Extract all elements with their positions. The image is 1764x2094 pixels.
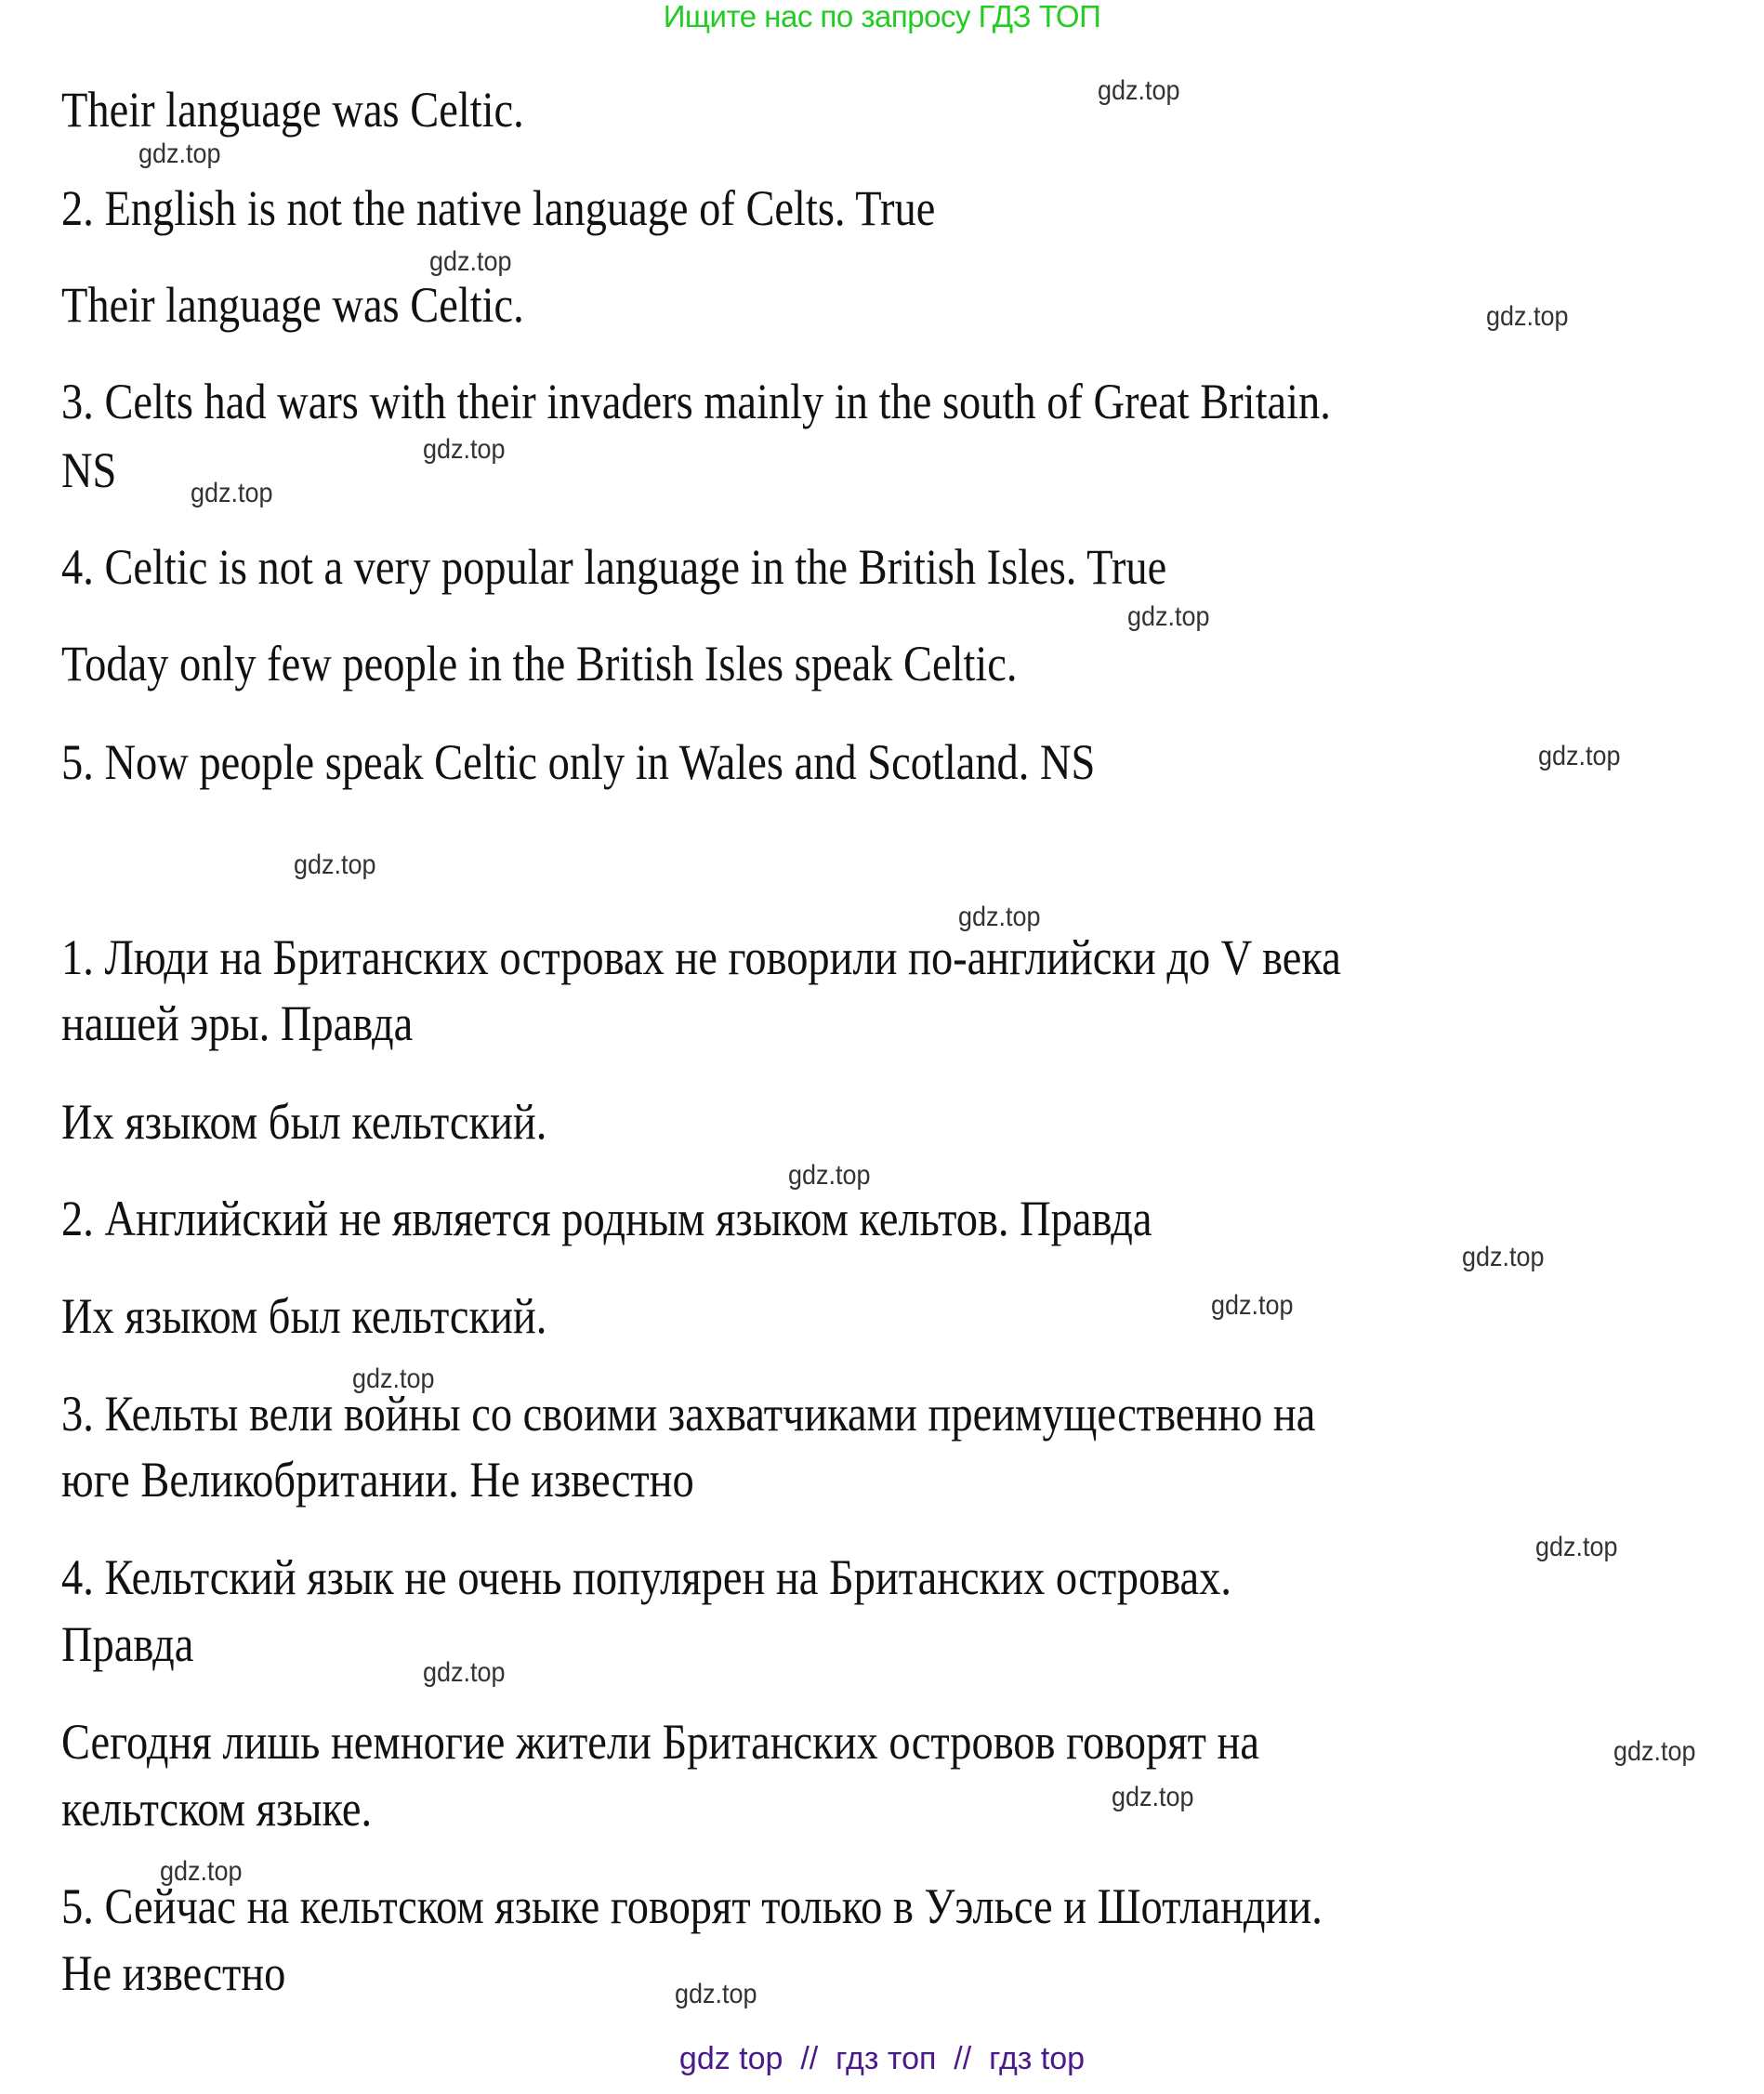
watermark: gdz.top — [191, 478, 273, 508]
watermark: gdz.top — [675, 1979, 757, 2009]
answer-line: 2. English is not the native language of Celts. True — [61, 180, 936, 236]
watermark: gdz.top — [1613, 1736, 1696, 1767]
translation-line: кельтском языке. — [61, 1781, 373, 1837]
watermark: gdz.top — [294, 849, 376, 880]
translation-line: нашей эры. Правда — [61, 995, 414, 1051]
watermark: gdz.top — [958, 902, 1041, 932]
footer-links: gdz top // гдз топ // гдз top — [678, 2041, 1086, 2076]
search-banner: Ищите нас по запросу ГДЗ ТОП — [663, 0, 1101, 33]
translation-line: 3. Кельты вели войны со своими захватчиками преимущественно на — [61, 1386, 1316, 1442]
translation-line: Их языком был кельтский. — [61, 1288, 547, 1344]
watermark: gdz.top — [1127, 601, 1210, 632]
watermark: gdz.top — [1112, 1782, 1194, 1812]
translation-line: Сегодня лишь немногие жители Британских островов говорят на — [61, 1714, 1259, 1770]
watermark: gdz.top — [352, 1363, 435, 1394]
watermark: gdz.top — [1211, 1290, 1294, 1321]
watermark: gdz.top — [423, 434, 506, 465]
translation-line: Не известно — [61, 1945, 286, 2001]
translation-line: Их языком был кельтский. — [61, 1094, 547, 1150]
watermark: gdz.top — [429, 246, 512, 277]
answer-line: 3. Celts had wars with their invaders mainly in the south of Great Britain. — [61, 374, 1331, 429]
answer-line: 5. Now people speak Celtic only in Wales and Scotland. NS — [61, 734, 1096, 790]
answer-line: 4. Celtic is not a very popular language in the British Isles. True — [61, 539, 1167, 595]
answer-line: Their language was Celtic. — [61, 277, 524, 333]
watermark: gdz.top — [788, 1160, 871, 1191]
answer-line: Their language was Celtic. — [61, 82, 524, 138]
watermark: gdz.top — [1538, 741, 1621, 771]
watermark: gdz.top — [1486, 301, 1569, 332]
translation-line: 5. Сейчас на кельтском языке говорят только в Уэльсе и Шотландии. — [61, 1878, 1323, 1934]
translation-line: 4. Кельтский язык не очень популярен на Британских островах. — [61, 1549, 1231, 1605]
watermark: gdz.top — [1462, 1242, 1545, 1272]
watermark: gdz.top — [138, 138, 221, 169]
watermark: gdz.top — [423, 1657, 506, 1688]
watermark: gdz.top — [1098, 75, 1180, 106]
watermark: gdz.top — [1535, 1532, 1618, 1562]
answer-line: NS — [61, 442, 117, 498]
watermark: gdz.top — [160, 1856, 243, 1887]
translation-line: 2. Английский не является родным языком кельтов. Правда — [61, 1191, 1152, 1246]
answer-line: Today only few people in the British Isles speak Celtic. — [61, 636, 1018, 691]
translation-line: 1. Люди на Британских островах не говорили по-английски до V века — [61, 929, 1341, 985]
translation-line: юге Великобритании. Не известно — [61, 1452, 694, 1508]
translation-line: Правда — [61, 1616, 194, 1672]
